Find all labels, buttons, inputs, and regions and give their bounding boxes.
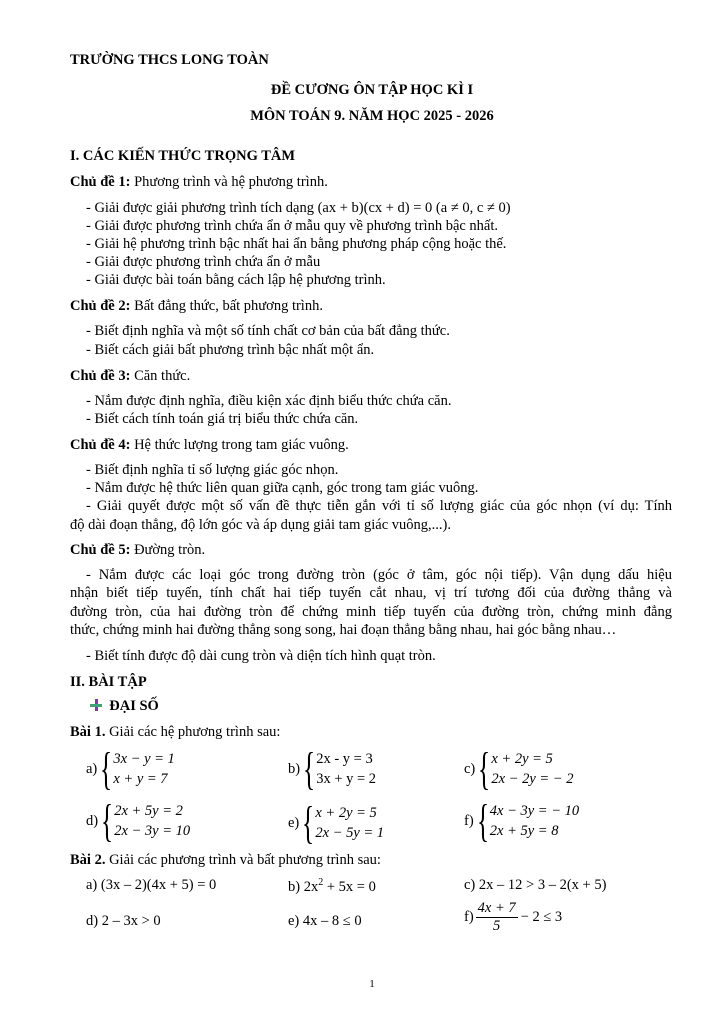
topic-name: Phương trình và hệ phương trình. (134, 174, 328, 190)
topic-5-paragraph-line: nhận biết tiếp tuyến, tính chất hai tiếp tuyến cắt nhau, vị trí tương đối của đường thẳng và (70, 585, 672, 601)
topic-3-item: - Nắm được định nghĩa, điều kiện xác định biểu thức chứa căn. (86, 393, 452, 409)
topic-4-heading (70, 437, 349, 454)
inequality-rest: − 2 ≤ 3 (520, 909, 563, 926)
exercise-label: Bài 1. (70, 724, 106, 740)
inequality-d: d) 2 – 3x > 0 (86, 913, 161, 929)
fraction-denominator: 5 (493, 918, 501, 935)
topic-4-paragraph-line: độ dài đoạn thẳng, độ lớn góc và áp dụng giải tam giác vuông,...). (70, 517, 451, 533)
system-d (86, 795, 191, 846)
equation-text: b) 2x (288, 878, 319, 895)
topic-1-item: - Giải hệ phương trình bậc nhất hai ẩn bằng phương pháp cộng hoặc thế. (86, 236, 507, 252)
exercise-1-prompt (70, 724, 280, 741)
page-number: 1 (369, 978, 375, 990)
equation: 2x - y = 3 (316, 750, 373, 767)
exercise-text: Giải các hệ phương trình sau: (109, 724, 281, 740)
equation: 4x − 3y = − 10 (489, 802, 580, 819)
equation: 2x − 2y = − 2 (491, 770, 574, 787)
exponent: 2 (318, 877, 324, 888)
system-tag: f) (464, 812, 474, 829)
subheading-text: ĐẠI SỐ (109, 698, 159, 714)
equation: 2x − 5y = 1 (315, 824, 385, 841)
brace-glyph: { (101, 795, 114, 846)
topic-label: Chủ đề 4: (70, 437, 131, 453)
topic-2-item: - Biết cách giải bất phương trình bậc nhất một ẩn. (86, 342, 375, 358)
system-tag: b) (288, 760, 301, 777)
document-subtitle: MÔN TOÁN 9. NĂM HỌC 2025 - 2026 (250, 108, 494, 124)
topic-label: Chủ đề 3: (70, 368, 131, 384)
equation: 2x − 3y = 10 (114, 822, 191, 839)
system-f (464, 795, 580, 846)
bullet-plus-icon (90, 699, 102, 711)
system-tag: c) (464, 760, 476, 777)
topic-1-heading (70, 174, 328, 191)
equation-c: c) 2x – 12 > 3 – 2(x + 5) (464, 877, 607, 893)
topic-name: Đường tròn. (134, 542, 206, 558)
topic-1-item: - Giải được bài toán bằng cách lập hệ phương trình. (86, 272, 386, 288)
equation-text: + 5x = 0 (323, 878, 376, 895)
exercise-2-prompt (70, 852, 381, 869)
topic-label: Chủ đề 2: (70, 298, 131, 314)
topic-4-item: - Nắm được hệ thức liên quan giữa cạnh, góc trong tam giác vuông. (86, 480, 479, 496)
brace-glyph: { (303, 743, 316, 794)
system-b (288, 743, 377, 794)
inequality-f (464, 900, 562, 936)
system-tag: d) (86, 812, 99, 829)
system-tag: a) (86, 760, 98, 777)
topic-4-item: - Biết định nghĩa tỉ số lượng giác góc nhọn. (86, 462, 339, 478)
inequality-tag: f) (464, 909, 474, 926)
document-title: ĐỀ CƯƠNG ÔN TẬP HỌC KÌ I (270, 82, 474, 98)
equation: 3x − y = 1 (113, 750, 175, 767)
topic-name: Hệ thức lượng trong tam giác vuông. (134, 437, 349, 453)
brace-glyph: { (478, 743, 491, 794)
equation-b (288, 877, 376, 896)
section2-heading: II. BÀI TẬP (70, 674, 147, 690)
topic-5-heading (70, 542, 205, 559)
equation-a: a) (3x – 2)(4x + 5) = 0 (86, 877, 217, 893)
system-tag: e) (288, 814, 300, 831)
equation: 2x + 5y = 8 (489, 822, 559, 839)
system-e (288, 797, 385, 848)
system-c (464, 743, 574, 794)
topic-1-item: - Giải được giải phương trình tích dạng (ax + b)(cx + d) = 0 (a ≠ 0, c ≠ 0) (86, 200, 511, 216)
topic-2-item: - Biết định nghĩa và một số tính chất cơ bản của bất đẳng thức. (86, 323, 450, 339)
algebra-subheading (90, 698, 159, 715)
exercise-text: Giải các phương trình và bất phương trình sau: (109, 852, 381, 868)
equation: x + 2y = 5 (491, 750, 553, 767)
topic-1-item: - Giải được phương trình chứa ẩn ở mẫu (86, 254, 321, 270)
brace-glyph: { (476, 795, 489, 846)
topic-3-item: - Biết cách tính toán giá trị biểu thức chứa căn. (86, 411, 359, 427)
inequality-e: e) 4x – 8 ≤ 0 (288, 913, 362, 929)
topic-4-paragraph-line: - Giải quyết được một số vấn đề thực tiễn gắn với tỉ số lượng giác của góc nhọn (ví dụ: Tính (86, 498, 672, 514)
equation: x + y = 7 (113, 770, 168, 787)
exercise-label: Bài 2. (70, 852, 106, 868)
brace-glyph: { (302, 797, 315, 848)
topic-label: Chủ đề 1: (70, 174, 131, 190)
topic-3-heading (70, 368, 190, 385)
topic-name: Bất đẳng thức, bất phương trình. (134, 298, 323, 314)
topic-5-paragraph-line: - Nắm được các loại góc trong đường tròn (góc ở tâm, góc nội tiếp). Vận dụng dấu hiệu (86, 567, 672, 583)
equation: 3x + y = 2 (316, 770, 377, 787)
section1-heading: I. CÁC KIẾN THỨC TRỌNG TÂM (70, 148, 296, 164)
fraction-numerator: 4x + 7 (476, 900, 518, 918)
topic-name: Căn thức. (134, 368, 191, 384)
school-name: TRƯỜNG THCS LONG TOÀN (70, 52, 269, 68)
topic-5-item: - Biết tính được độ dài cung tròn và diện tích hình quạt tròn. (86, 648, 436, 664)
equation: x + 2y = 5 (315, 804, 377, 821)
topic-5-paragraph-line: đường tròn, của hai đường tròn để chứng minh tiếp tuyến của đường tròn, chứng minh đẳng (70, 604, 672, 620)
topic-5-paragraph-line: thức, chứng minh hai đường thẳng song song, hai đoạn thẳng bằng nhau, hai góc bằng nhau… (70, 622, 617, 638)
system-a (86, 743, 175, 794)
topic-2-heading (70, 298, 323, 315)
brace-glyph: { (100, 743, 113, 794)
topic-1-item: - Giải được phương trình chứa ẩn ở mẫu quy về phương trình bậc nhất. (86, 218, 499, 234)
topic-label: Chủ đề 5: (70, 542, 131, 558)
equation: 2x + 5y = 2 (114, 802, 183, 819)
